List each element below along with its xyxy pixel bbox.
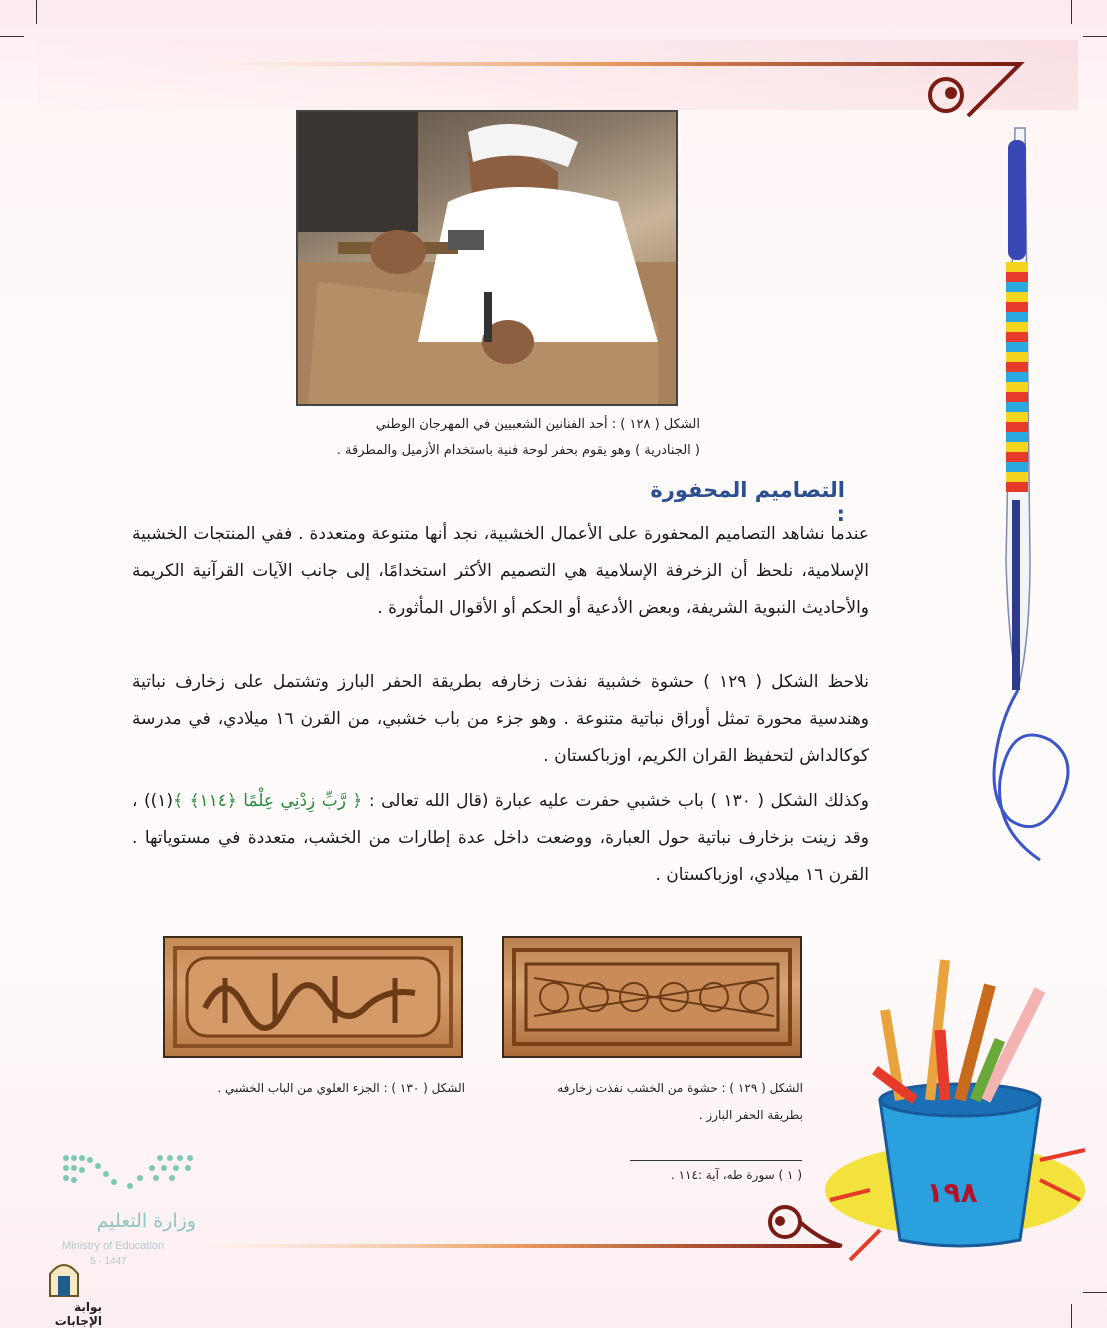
paragraph-3 (132, 783, 869, 894)
figure-129-photo (502, 936, 802, 1058)
ministry-name-english: Ministry of Education (62, 1240, 165, 1252)
footnote: ( ١ ) سورة طه، آية :١١٤ . (670, 1168, 802, 1182)
ministry-name-arabic: وزارة التعليم (96, 1210, 196, 1232)
page-number: ١٩٨ (926, 1176, 978, 1209)
figure-129-caption (498, 1075, 803, 1129)
quran-verse: ﴿ رَّبِّ زِدْنِي عِلْمًا ﴿١١٤﴾ ﴾ (173, 791, 363, 811)
carved-calligraphy-panel (165, 938, 461, 1056)
figure-130-photo (163, 936, 463, 1058)
figure-130-caption: الشكل ( ١٣٠ ) : الجزء العلوي من الباب الخشبي . (217, 1081, 465, 1095)
paragraph-3-part-2: (١)) ، وقد زينت بزخارف نباتية حول العبارة، ووضعت داخل عدة إطارات من الخشب، متعددة في مستوياتها . القرن ١٦ ميلادي، اوزباكستان . (132, 791, 869, 885)
ministry-logo-icon (60, 1152, 200, 1202)
craftsman-illustration (298, 112, 676, 404)
answers-gateway-logo-icon (44, 1256, 84, 1300)
figure-128-caption (270, 412, 700, 464)
figure-129-caption-line-1: الشكل ( ١٢٩ ) : حشوة من الخشب نفذت زخارفه (557, 1081, 803, 1095)
craftsman-photo (296, 110, 678, 406)
paragraph-1: عندما نشاهد التصاميم المحفورة على الأعمال الخشبية، نجد أنها متنوعة ومتعددة . ففي المنتجات الخشبية الإسلامية، نلحظ أن الزخرفة الإسلامية هي التصميم الأكثر استخدامًا، إلى جانب الآيات القرآنية الكريمة والأحاديث النبوية الشريفة، وبعض الأدعية أو الحكم أو الأقوال المأثورة . (132, 524, 869, 618)
paragraph-2: نلاحظ الشكل ( ١٢٩ ) حشوة خشبية نفذت زخارفه بطريقة الحفر البارز وتشتمل على زخارف نباتية وهندسية محورة تمثل أوراق نباتية متنوعة . وهو جزء من باب خشبي، من القرن ١٦ ميلادي، في مدرسة كوكالداش لتحفيظ القران الكريم، اوزباكستان . (132, 672, 869, 766)
footnote-divider (630, 1160, 802, 1161)
ministry-year: 5 - 1447 (90, 1256, 127, 1267)
paragraph-3-part-1: وكذلك الشكل ( ١٣٠ ) باب خشبي حفرت عليه عبارة (قال الله تعالى : (368, 791, 870, 811)
figure-128-caption-line-2: ( الجنادرية ) وهو يقوم بحفر لوحة فنية باستخدام الأزميل والمطرقة . (336, 443, 700, 458)
figure-129-caption-line-2: بطريقة الحفر البارز . (698, 1108, 803, 1122)
carved-floral-panel (504, 938, 800, 1056)
watermark-text: بوابة الإجابات (54, 1300, 102, 1328)
section-title: التصاميم المحفورة : (650, 478, 845, 526)
figure-128-caption-line-1: الشكل ( ١٢٨ ) : أحد الفنانين الشعبيين في المهرجان الوطني (375, 417, 700, 432)
